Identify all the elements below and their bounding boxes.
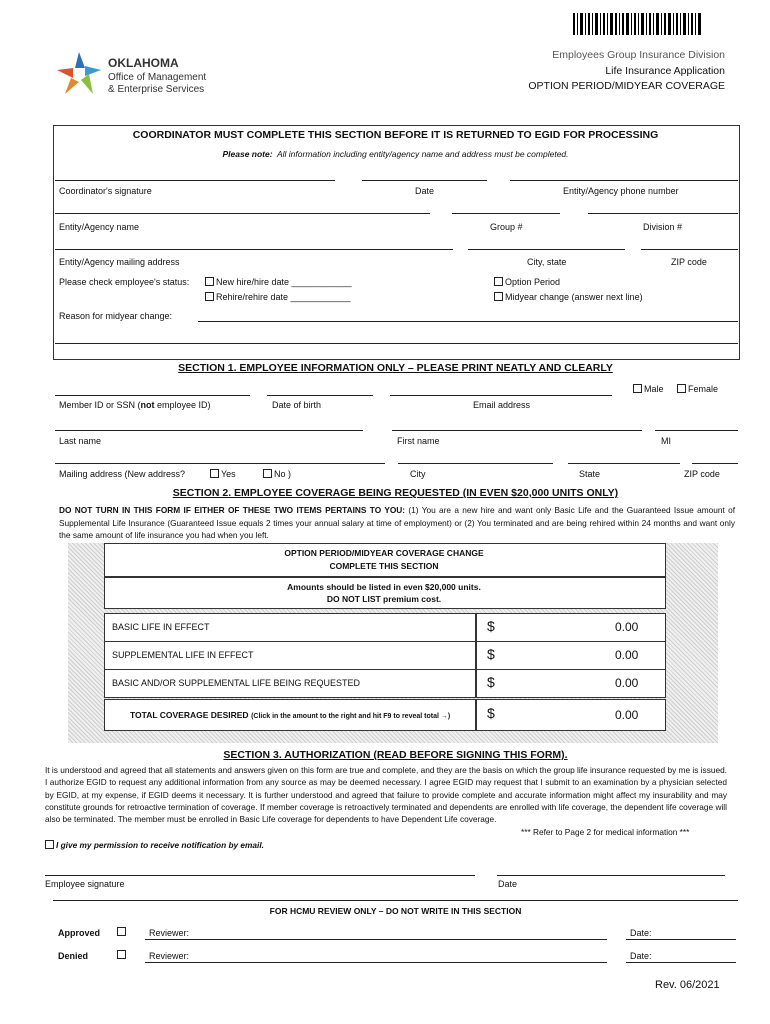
option-period-label: Option Period bbox=[505, 277, 561, 287]
male-checkbox[interactable] bbox=[633, 384, 642, 393]
dob-label: Date of birth bbox=[272, 400, 322, 410]
denied-date-label: Date: bbox=[630, 951, 652, 961]
reason-label: Reason for midyear change: bbox=[59, 311, 173, 321]
star-logo-icon bbox=[55, 50, 103, 98]
approved-reviewer-line[interactable] bbox=[145, 939, 607, 940]
section3-paragraph: It is understood and agreed that all statements and answers given on this form are true and complete, and they are the basis on which the group life insurance requested by me is issued. I authorize EGID to request any additional information from any source as may be deemed necessary. I agree EGID may request that I submit to an examination by a physician selected by EGID, at my expense, if EGID deems it necessary. It is further understood and agreed that failure to provide complete and accurate information might affect my insurability and may constitute grounds for retroactive termination of coverage. If member coverage is retroactively terminated and dependents are enrolled with life coverage, the dependent life coverage will also be terminated. The member must be enrolled in Basic Life coverage for dependents to have Dependent Life coverage. bbox=[45, 765, 727, 825]
division-line[interactable] bbox=[588, 213, 738, 214]
medical-refer: *** Refer to Page 2 for medical information *** bbox=[521, 827, 690, 837]
coordinator-date-line[interactable] bbox=[362, 180, 487, 181]
section2-title: SECTION 2. EMPLOYEE COVERAGE BEING REQUESTED (IN EVEN $20,000 UNITS ONLY) bbox=[172, 487, 619, 499]
total-hint: (Click in the amount to the right and hit F9 to reveal total →) bbox=[251, 713, 451, 720]
approved-date-label: Date: bbox=[630, 928, 652, 938]
email-label: Email address bbox=[473, 400, 531, 410]
approved-label: Approved bbox=[58, 928, 101, 938]
state-label: State bbox=[579, 469, 601, 479]
division-name: Employees Group Insurance Division bbox=[552, 49, 725, 61]
approved-date-line[interactable] bbox=[626, 939, 736, 940]
city-state-label: City, state bbox=[527, 257, 567, 267]
box-title2: COMPLETE THIS SECTION bbox=[329, 561, 439, 571]
coordinator-title: COORDINATOR MUST COMPLETE THIS SECTION BEFORE IT IS RETURNED TO EGID FOR PROCESSING bbox=[132, 129, 659, 141]
section2-paragraph bbox=[59, 504, 735, 542]
denied-reviewer-label: Reviewer: bbox=[149, 951, 190, 961]
denied-checkbox[interactable] bbox=[117, 950, 126, 959]
denied-label: Denied bbox=[58, 951, 89, 961]
coverage-value-2: 0.00 bbox=[615, 648, 639, 662]
last-name-line[interactable] bbox=[55, 430, 363, 431]
division-label: Division # bbox=[643, 222, 683, 232]
city-label: City bbox=[410, 469, 426, 479]
female-option[interactable] bbox=[677, 384, 718, 394]
zip-code-label: ZIP code bbox=[684, 469, 720, 479]
coordinator-section bbox=[53, 125, 740, 360]
section2-text: (1) You are a new hire and want only Basic Life and the Guaranteed Issue amount of Supplemental Life Insurance (Guaranteed Issue equals 2 times your annual salary at time of employment) or (2) You terminated and are being rehired within 24 months and want only the same amount of life insurance you had when you left. bbox=[59, 505, 735, 540]
approved-reviewer-label: Reviewer: bbox=[149, 928, 190, 938]
member-id-pre: Member ID or SSN ( bbox=[59, 400, 141, 410]
coordinator-date-label: Date bbox=[415, 186, 435, 196]
email-permission[interactable] bbox=[45, 840, 264, 850]
yes-checkbox[interactable] bbox=[210, 469, 219, 478]
coordinator-note bbox=[53, 149, 738, 159]
email-line[interactable] bbox=[390, 395, 612, 396]
yes-option[interactable] bbox=[210, 469, 236, 479]
note-text: All information including entity/agency name and address must be completed. bbox=[276, 149, 569, 159]
zip-line[interactable] bbox=[641, 249, 738, 250]
first-name-line[interactable] bbox=[392, 430, 642, 431]
group-line[interactable] bbox=[452, 213, 560, 214]
phone-label: Entity/Agency phone number bbox=[563, 186, 679, 196]
female-checkbox[interactable] bbox=[677, 384, 686, 393]
rehire-option[interactable] bbox=[205, 292, 351, 302]
city-line[interactable] bbox=[398, 463, 553, 464]
form-subtitle: OPTION PERIOD/MIDYEAR COVERAGE bbox=[528, 80, 725, 92]
male-option[interactable] bbox=[633, 384, 664, 394]
mailing-line[interactable] bbox=[55, 463, 385, 464]
omes-logo bbox=[55, 50, 103, 98]
option-period-option[interactable] bbox=[494, 277, 560, 287]
total-value: 0.00 bbox=[615, 708, 639, 722]
employee-date-line[interactable] bbox=[497, 875, 725, 876]
approved-checkbox-wrap[interactable] bbox=[117, 927, 128, 937]
female-label: Female bbox=[688, 384, 719, 394]
no-label: No ) bbox=[274, 469, 292, 479]
member-id-not: not bbox=[140, 400, 155, 410]
coverage-currency-3: $ bbox=[487, 674, 495, 690]
zip-label: ZIP code bbox=[671, 257, 707, 267]
employee-date-label: Date bbox=[498, 879, 518, 889]
total-currency: $ bbox=[487, 705, 495, 721]
section1-title: SECTION 1. EMPLOYEE INFORMATION ONLY – PLEASE PRINT NEATLY AND CLEARLY bbox=[178, 362, 613, 374]
new-hire-checkbox[interactable] bbox=[205, 277, 214, 286]
coverage-currency-1: $ bbox=[487, 618, 495, 634]
zip-code-line[interactable] bbox=[692, 463, 738, 464]
coverage-label-1: BASIC LIFE IN EFFECT bbox=[112, 622, 210, 632]
new-hire-option[interactable] bbox=[205, 277, 352, 287]
mailing-address-label: Entity/Agency mailing address bbox=[59, 257, 180, 267]
reason-line-2[interactable] bbox=[55, 343, 738, 344]
coverage-value-1: 0.00 bbox=[615, 620, 639, 634]
dob-line[interactable] bbox=[267, 395, 373, 396]
form-title: Life Insurance Application bbox=[605, 65, 725, 77]
approved-checkbox[interactable] bbox=[117, 927, 126, 936]
midyear-checkbox[interactable] bbox=[494, 292, 503, 301]
coordinator-signature-line[interactable] bbox=[55, 180, 335, 181]
mailing-label: Mailing address (New address? bbox=[59, 469, 186, 479]
state-line[interactable] bbox=[568, 463, 680, 464]
denied-checkbox-wrap[interactable] bbox=[117, 950, 128, 960]
employee-signature-label: Employee signature bbox=[45, 879, 125, 889]
org-name-line3: & Enterprise Services bbox=[108, 84, 205, 95]
status-label: Please check employee's status: bbox=[59, 277, 190, 287]
email-permission-label: I give my permission to receive notification by email. bbox=[56, 840, 264, 850]
mailing-address-line[interactable] bbox=[55, 249, 453, 250]
member-id-post: employee ID) bbox=[154, 400, 211, 410]
org-name-line2: Office of Management bbox=[108, 72, 207, 83]
denied-date-line[interactable] bbox=[626, 962, 736, 963]
midyear-label: Midyear change (answer next line) bbox=[505, 292, 643, 302]
total-label: TOTAL COVERAGE DESIRED bbox=[130, 710, 249, 720]
option-period-checkbox[interactable] bbox=[494, 277, 503, 286]
coordinator-signature-label: Coordinator's signature bbox=[59, 186, 152, 196]
entity-name-label: Entity/Agency name bbox=[59, 222, 140, 232]
denied-reviewer-line[interactable] bbox=[145, 962, 607, 963]
employee-signature-line[interactable] bbox=[45, 875, 475, 876]
coverage-label-3: BASIC AND/OR SUPPLEMENTAL LIFE BEING REQUESTED bbox=[112, 678, 361, 688]
mi-line[interactable] bbox=[655, 430, 738, 431]
member-id-label bbox=[59, 400, 211, 410]
total-label-group bbox=[130, 710, 450, 720]
barcode bbox=[573, 13, 703, 35]
coverage-label-2: SUPPLEMENTAL LIFE IN EFFECT bbox=[112, 650, 254, 660]
city-state-line[interactable] bbox=[468, 249, 625, 250]
group-label: Group # bbox=[490, 222, 523, 232]
mi-label: MI bbox=[661, 436, 671, 446]
email-permission-checkbox[interactable] bbox=[45, 840, 54, 849]
no-checkbox[interactable] bbox=[263, 469, 272, 478]
rehire-checkbox[interactable] bbox=[205, 292, 214, 301]
coverage-currency-2: $ bbox=[487, 646, 495, 662]
box-title1: OPTION PERIOD/MIDYEAR COVERAGE CHANGE bbox=[284, 548, 484, 558]
section3-title: SECTION 3. AUTHORIZATION (READ BEFORE SIGNING THIS FORM). bbox=[223, 749, 568, 761]
no-option[interactable] bbox=[263, 469, 291, 479]
barcode-graphic bbox=[573, 13, 703, 35]
entity-name-line[interactable] bbox=[55, 213, 430, 214]
coverage-value-3: 0.00 bbox=[615, 676, 639, 690]
member-id-line[interactable] bbox=[55, 395, 250, 396]
note-label: Please note: bbox=[222, 149, 273, 159]
midyear-option[interactable] bbox=[494, 292, 643, 302]
revision-label: Rev. 06/2021 bbox=[655, 979, 720, 991]
last-name-label: Last name bbox=[59, 436, 102, 446]
reason-line-1[interactable] bbox=[198, 321, 738, 322]
section2-warning: DO NOT TURN IN THIS FORM IF EITHER OF THESE TWO ITEMS PERTAINS TO YOU: bbox=[59, 505, 406, 515]
box-note2: DO NOT LIST premium cost. bbox=[326, 594, 442, 604]
review-top-border bbox=[53, 900, 738, 901]
phone-line[interactable] bbox=[510, 180, 738, 181]
male-label: Male bbox=[644, 384, 664, 394]
box-note1: Amounts should be listed in even $20,000 units. bbox=[287, 582, 481, 592]
first-name-label: First name bbox=[397, 436, 440, 446]
new-hire-label: New hire/hire date ____________ bbox=[216, 277, 352, 287]
yes-label: Yes bbox=[221, 469, 236, 479]
org-name-line1: OKLAHOMA bbox=[108, 56, 179, 70]
rehire-label: Rehire/rehire date ____________ bbox=[216, 292, 351, 302]
review-title: FOR HCMU REVIEW ONLY – DO NOT WRITE IN THIS SECTION bbox=[269, 906, 522, 916]
